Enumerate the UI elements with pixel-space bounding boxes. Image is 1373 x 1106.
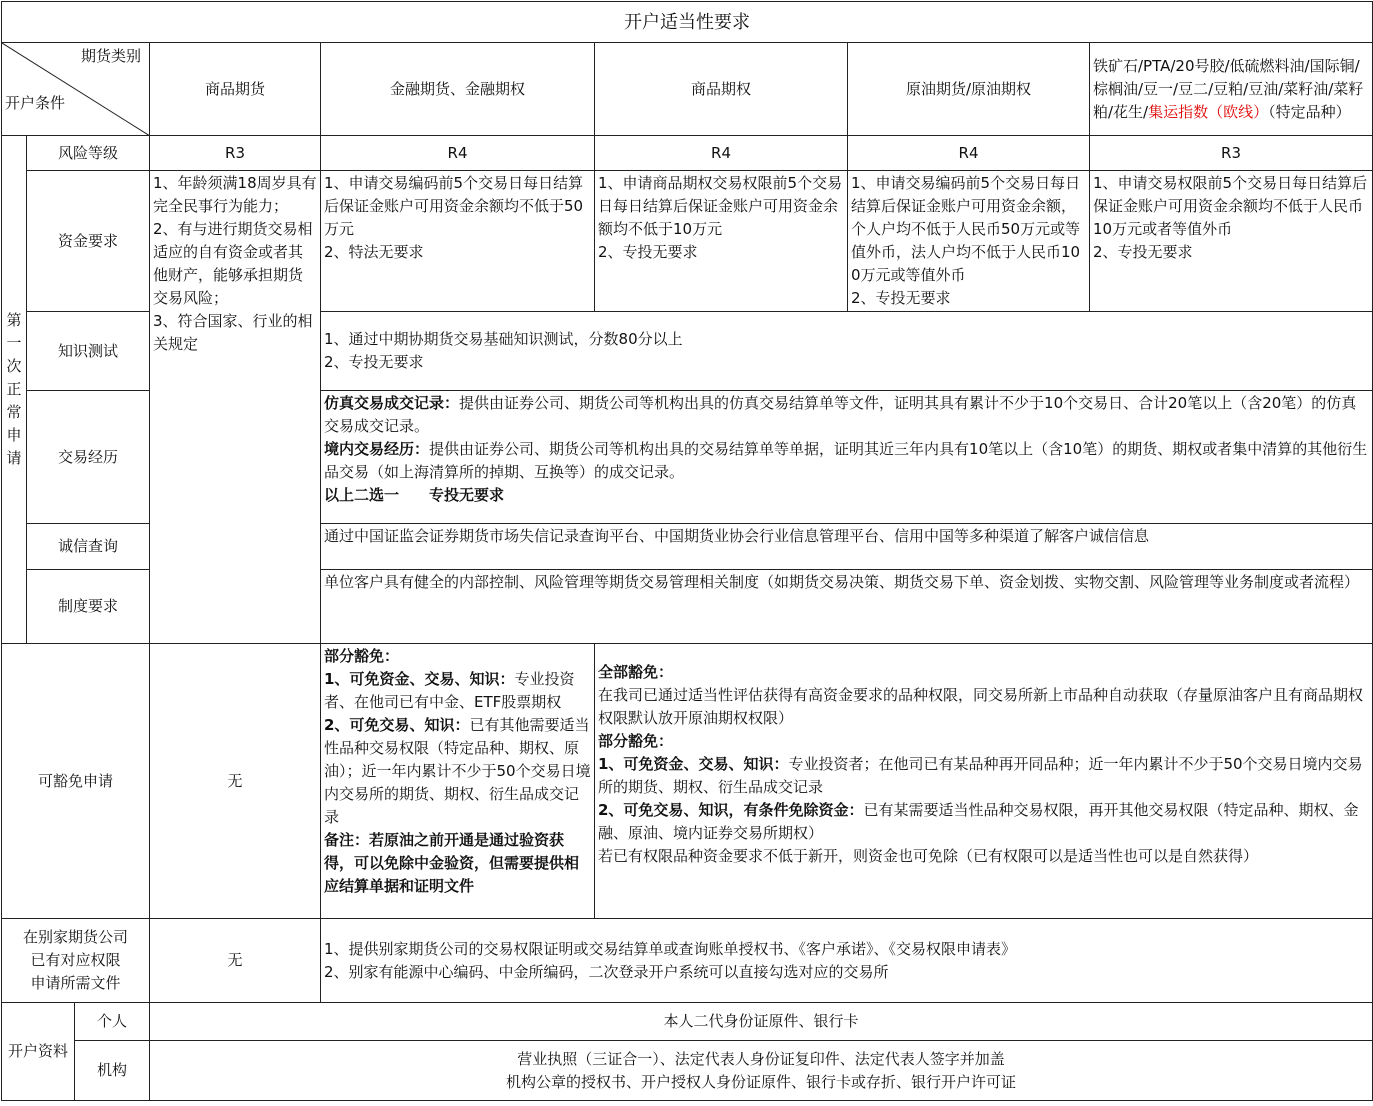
risk-special: R3 <box>1090 136 1373 171</box>
row-label-exemption: 可豁免申请 <box>2 644 150 919</box>
knowledge-text: 1、通过中期协期货交易基础知识测试，分数80分以上 2、专投无要求 <box>321 312 1373 391</box>
col-header-commodity-options: 商品期权 <box>595 43 848 136</box>
personal-docs: 本人二代身份证原件、银行卡 <box>150 1003 1373 1041</box>
col-header-financial: 金融期货、金融期权 <box>321 43 595 136</box>
exemption-commodity: 无 <box>150 644 321 919</box>
funds-financial: 1、申请交易编码前5个交易日每日结算后保证金账户可用资金余额均不低于50万元 2、特法无要求 <box>321 171 595 312</box>
section-first-application <box>2 136 27 644</box>
exemption-others: 全部豁免： 在我司已通过适当性评估获得有高资金要求的品种权限，同交易所新上市品种自动获取（存量原油客户且有商品期权权限默认放开原油期权权限） 部分豁免： 1、可免资金、交易、知识：专业投资者；在他司已有某品种再开同品种；近一年内累计不少于50个交易日境内交易所的期货、期权、衍生品成交记录 2、可免交易、知识，有条件免除资金：已有某需要适当性品种交易权限，再开其他交易权限（特定品种、期权、金融、原油、境内证券交易所期权） 若已有权限品种资金要求不低于新开，则资金也可免除（已有权限可以是适当性也可以是自然获得） <box>595 644 1373 919</box>
row-label-other-company: 在别家期货公司 已有对应权限 申请所需文件 <box>2 919 150 1003</box>
funds-special: 1、申请交易权限前5个交易日每日结算后保证金账户可用资金余额均不低于人民币10万元或者等值外币 2、专投无要求 <box>1090 171 1373 312</box>
risk-commodity-option: R4 <box>595 136 848 171</box>
section-label: 第 一 次 正 常 申 请 <box>6 311 22 467</box>
funds-crude: 1、申请交易编码前5个交易日每日结算后保证金账户可用资金余额，个人户均不低于人民币50万元或等值外币，法人户均不低于人民币100万元或等值外币 2、专投无要求 <box>848 171 1090 312</box>
row-label-credit: 诚信查询 <box>27 524 150 570</box>
funds-commodity-option: 1、申请商品期权交易权限前5个交易日每日结算后保证金账户可用资金余额均不低于10万元 2、专投无要求 <box>595 171 848 312</box>
risk-financial: R4 <box>321 136 595 171</box>
corner-top-label: 期货类别 <box>80 47 141 65</box>
personal-label: 个人 <box>75 1003 150 1041</box>
other-company-text: 1、提供别家期货公司的交易权限证明或交易结算单或查询账单授权书、《客户承诺》、《交易权限申请表》 2、别家有能源中心编码、中金所编码，二次登录开户系统可以直接勾选对应的交易所 <box>321 919 1373 1003</box>
row-label-experience: 交易经历 <box>27 391 150 524</box>
col-header-commodity-futures: 商品期货 <box>150 43 321 136</box>
row-label-system: 制度要求 <box>27 570 150 644</box>
highlight-text: 集运指数（欧线） <box>1148 102 1269 121</box>
org-docs: 营业执照（三证合一）、法定代表人身份证复印件、法定代表人签字并加盖 机构公章的授权书、开户授权人身份证原件、银行卡或存折、银行开户许可证 <box>150 1041 1373 1101</box>
row-label-funds: 资金要求 <box>27 171 150 312</box>
experience-text: 仿真交易成交记录：提供由证券公司、期货公司等机构出具的仿真交易结算单等文件，证明其具有累计不少于10个交易日、合计20笔以上（含20笔）的仿真交易成交记录。 境内交易经历：提供由证券公司、期货公司等机构出具的交易结算单等单据，证明其近三年内具有10笔以上（含10笔）的期货、期权或者集中清算的其他衍生品交易（如上海清算所的掉期、互换等）的成交记录。 以上二选一 专投无要求 <box>321 391 1373 524</box>
col-header-crude: 原油期货/原油期权 <box>848 43 1090 136</box>
system-text: 单位客户具有健全的内部控制、风险管理等期货交易管理相关制度（如期货交易决策、期货交易下单、资金划拨、实物交割、风险管理等业务制度或者流程） <box>321 570 1373 644</box>
risk-crude: R4 <box>848 136 1090 171</box>
exemption-financial: 部分豁免： 1、可免资金、交易、知识：专业投资者、在他司已有中金、ETF股票期权 2、可免交易、知识：已有其他需要适当性品种交易权限（特定品种、期权、原油）；近一年内累计不少于50个交易日境内交易所的期货、期权、衍生品成交记录 备注：若原油之前开通是通过验资获得，可以免除中金验资，但需要提供相应结算单据和证明文件 <box>321 644 595 919</box>
other-company-commodity: 无 <box>150 919 321 1003</box>
row-label-account-docs: 开户资料 <box>2 1003 75 1101</box>
corner-header-cell <box>2 43 150 136</box>
table-title: 开户适当性要求 <box>2 2 1373 43</box>
row-label-knowledge: 知识测试 <box>27 312 150 391</box>
risk-commodity: R3 <box>150 136 321 171</box>
credit-text: 通过中国证监会证券期货市场失信记录查询平台、中国期货业协会行业信息管理平台、信用中国等多种渠道了解客户诚信信息 <box>321 524 1373 570</box>
funds-commodity: 1、年龄须满18周岁具有完全民事行为能力； 2、有与进行期货交易相适应的自有资金或者其他财产，能够承担期货交易风险； 3、符合国家、行业的相关规定 <box>150 171 321 644</box>
suitability-table <box>1 1 1373 1101</box>
col-header-special: 铁矿石/PTA/20号胶/低硫燃料油/国际铜/棕榈油/豆一/豆二/豆粕/豆油/菜籽油/菜籽粕/花生/集运指数（欧线）（特定品种） <box>1090 43 1373 136</box>
row-label-risk: 风险等级 <box>27 136 150 171</box>
org-label: 机构 <box>75 1041 150 1101</box>
corner-bottom-label: 开户条件 <box>5 94 66 112</box>
